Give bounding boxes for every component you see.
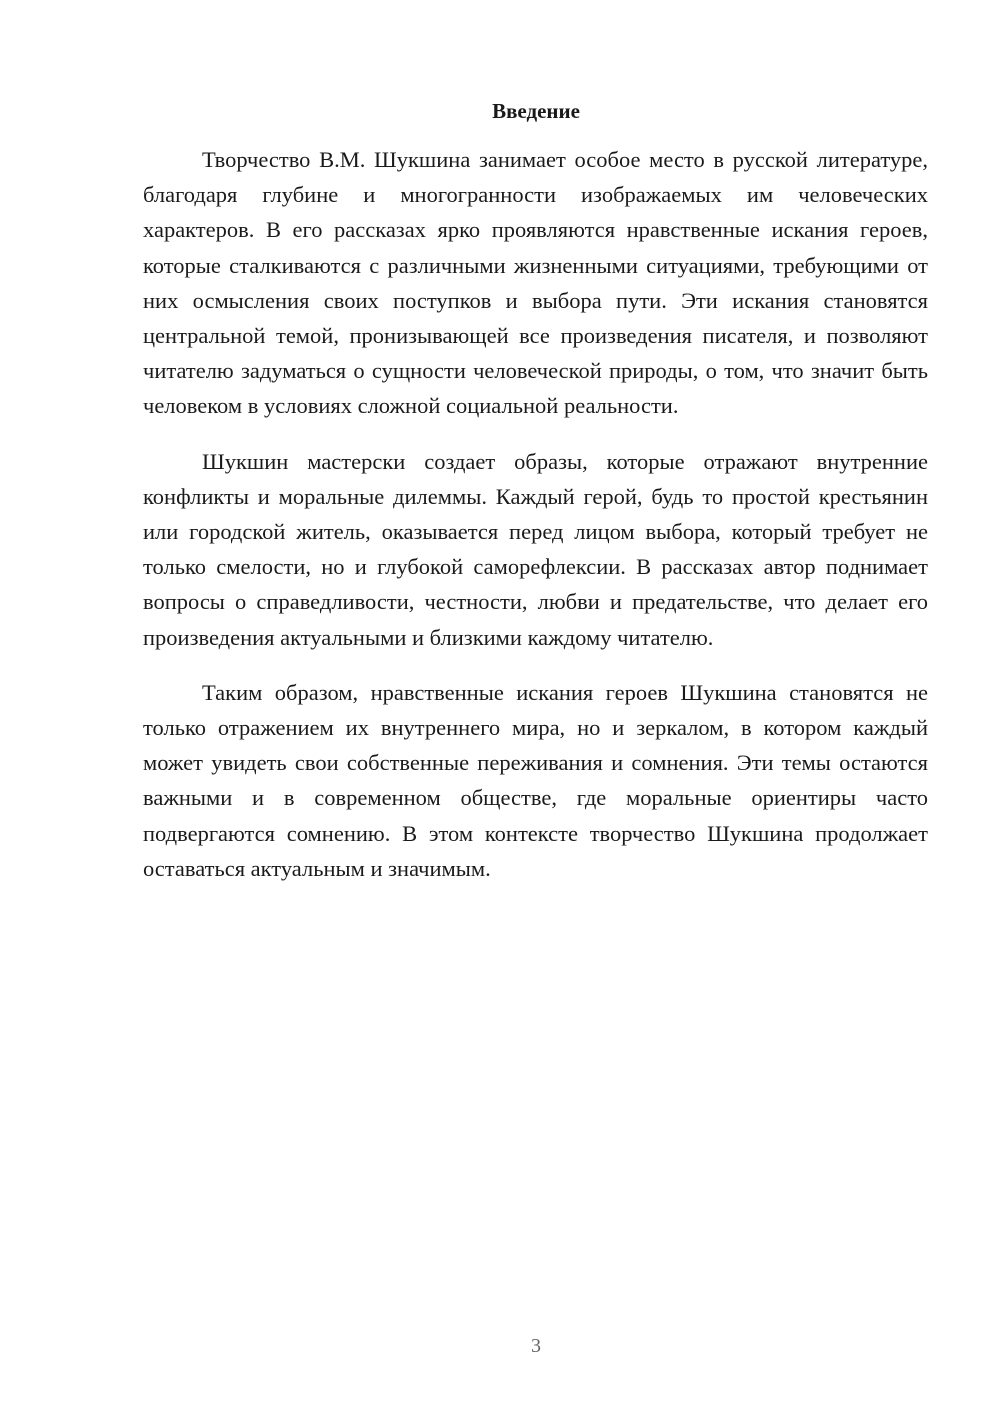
page-number: 3 [531,1335,541,1357]
paragraph-3: Таким образом, нравственные искания героев Шукшина становятся не только отражением их внутреннего мира, но и зеркалом, в котором каждый может увидеть свои собственные переживания и сомнения. Эти темы остаются важными и в современном обществе, где моральные ориентиры часто подвергаются сомнению. В этом контексте творчество Шукшина продолжает оставаться актуальным и значимым. [143,679,928,881]
paragraph-2: Шукшин мастерски создает образы, которые отражают внутренние конфликты и моральные дилеммы. Каждый герой, будь то простой крестьянин или городской житель, оказывается перед лицом выбора, который требует не только смелости, но и глубокой саморефлексии. В рассказах автор поднимает вопросы о справедливости, честности, любви и предательстве, что делает его произведения актуальными и близкими каждому читателю. [143,448,928,650]
body-text [143,142,928,906]
page-title: Введение [492,99,580,123]
paragraph-1: Творчество В.М. Шукшина занимает особое место в русской литературе, благодаря глубине и многогранности изображаемых им человеческих характеров. В его рассказах ярко проявляются нравственные искания героев, которые сталкиваются с различными жизненными ситуациями, требующими от них осмысления своих поступков и выбора пути. Эти искания становятся центральной темой, пронизывающей все произведения писателя, и позволяют читателю задуматься о сущности человеческой природы, о том, что значит быть человеком в условиях сложной социальной реальности. [143,147,928,419]
